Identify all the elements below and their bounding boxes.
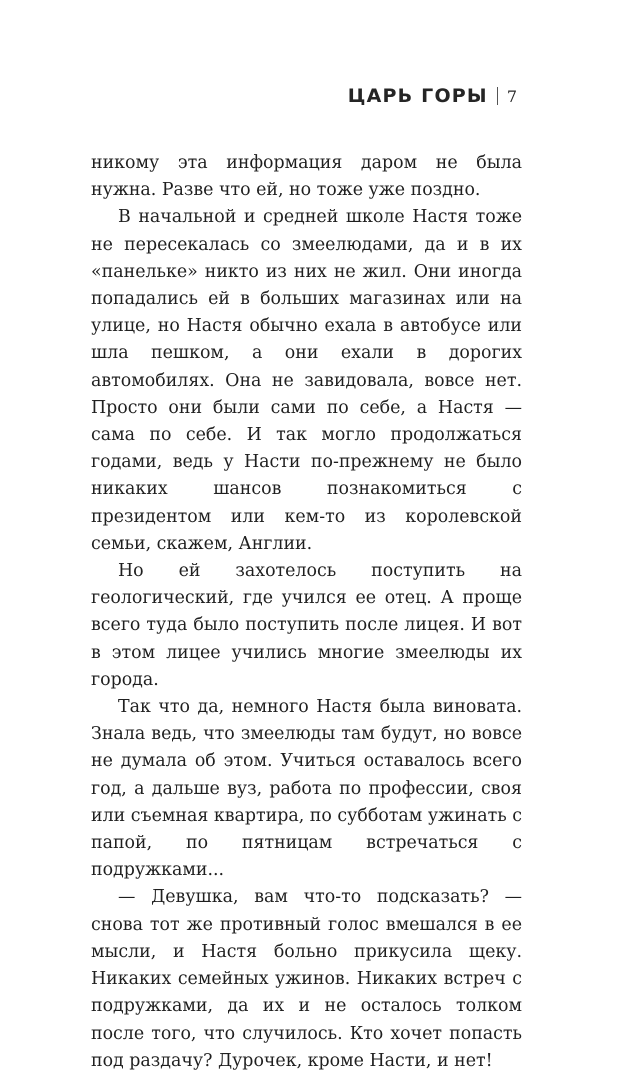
paragraph-1: никому эта информация даром не была нужна. Разве что ей, но тоже уже поздно. — [91, 153, 522, 201]
body-text — [91, 150, 522, 1075]
paragraph-5: — Девушка, вам что-то подсказать? — снова тот же противный голос вмешался в ее мысли, и Настя больно прикусила щеку. Никаких семейных ужинов. Никаких встреч с подружками, да их и не осталось толком после того, что случилось. Кто хочет попасть под раздачу? Дурочек, кроме Насти, и нет! — [91, 887, 522, 1071]
paragraph-4: Так что да, немного Настя была виновата. Знала ведь, что змеелюды там будут, но вовсе не думала об этом. Учиться оставалось всего год, а дальше вуз, работа по профессии, своя или съемная квартира, по субботам ужинать с папой, по пятницам встречаться с подружками... — [91, 697, 522, 881]
page-number: 7 — [506, 86, 517, 106]
book-title: ЦАРЬ ГОРЫ — [347, 85, 488, 107]
paragraph-3: Но ей захотелось поступить на геологический, где учился ее отец. А проще всего туда было поступить после лицея. И вот в этом лицее учились многие змеелюды их города. — [91, 561, 522, 690]
header-divider — [497, 87, 498, 105]
paragraph-2: В начальной и средней школе Настя тоже не пересекалась со змеелюдами, да и в их «панельке» никто из них не жил. Они иногда попадались ей в больших магазинах или на улице, но Настя обычно ехала в автобусе или шла пешком, а они ехали в дорогих автомобилях. Она не завидовала, вовсе нет. Просто они были сами по себе, а Настя — сама по себе. И так могло продолжаться годами, ведь у Насти по-прежнему не было никаких шансов познакомиться с президентом или кем-то из королевской семьи, скажем, Англии. — [91, 207, 522, 554]
running-head — [348, 85, 517, 107]
